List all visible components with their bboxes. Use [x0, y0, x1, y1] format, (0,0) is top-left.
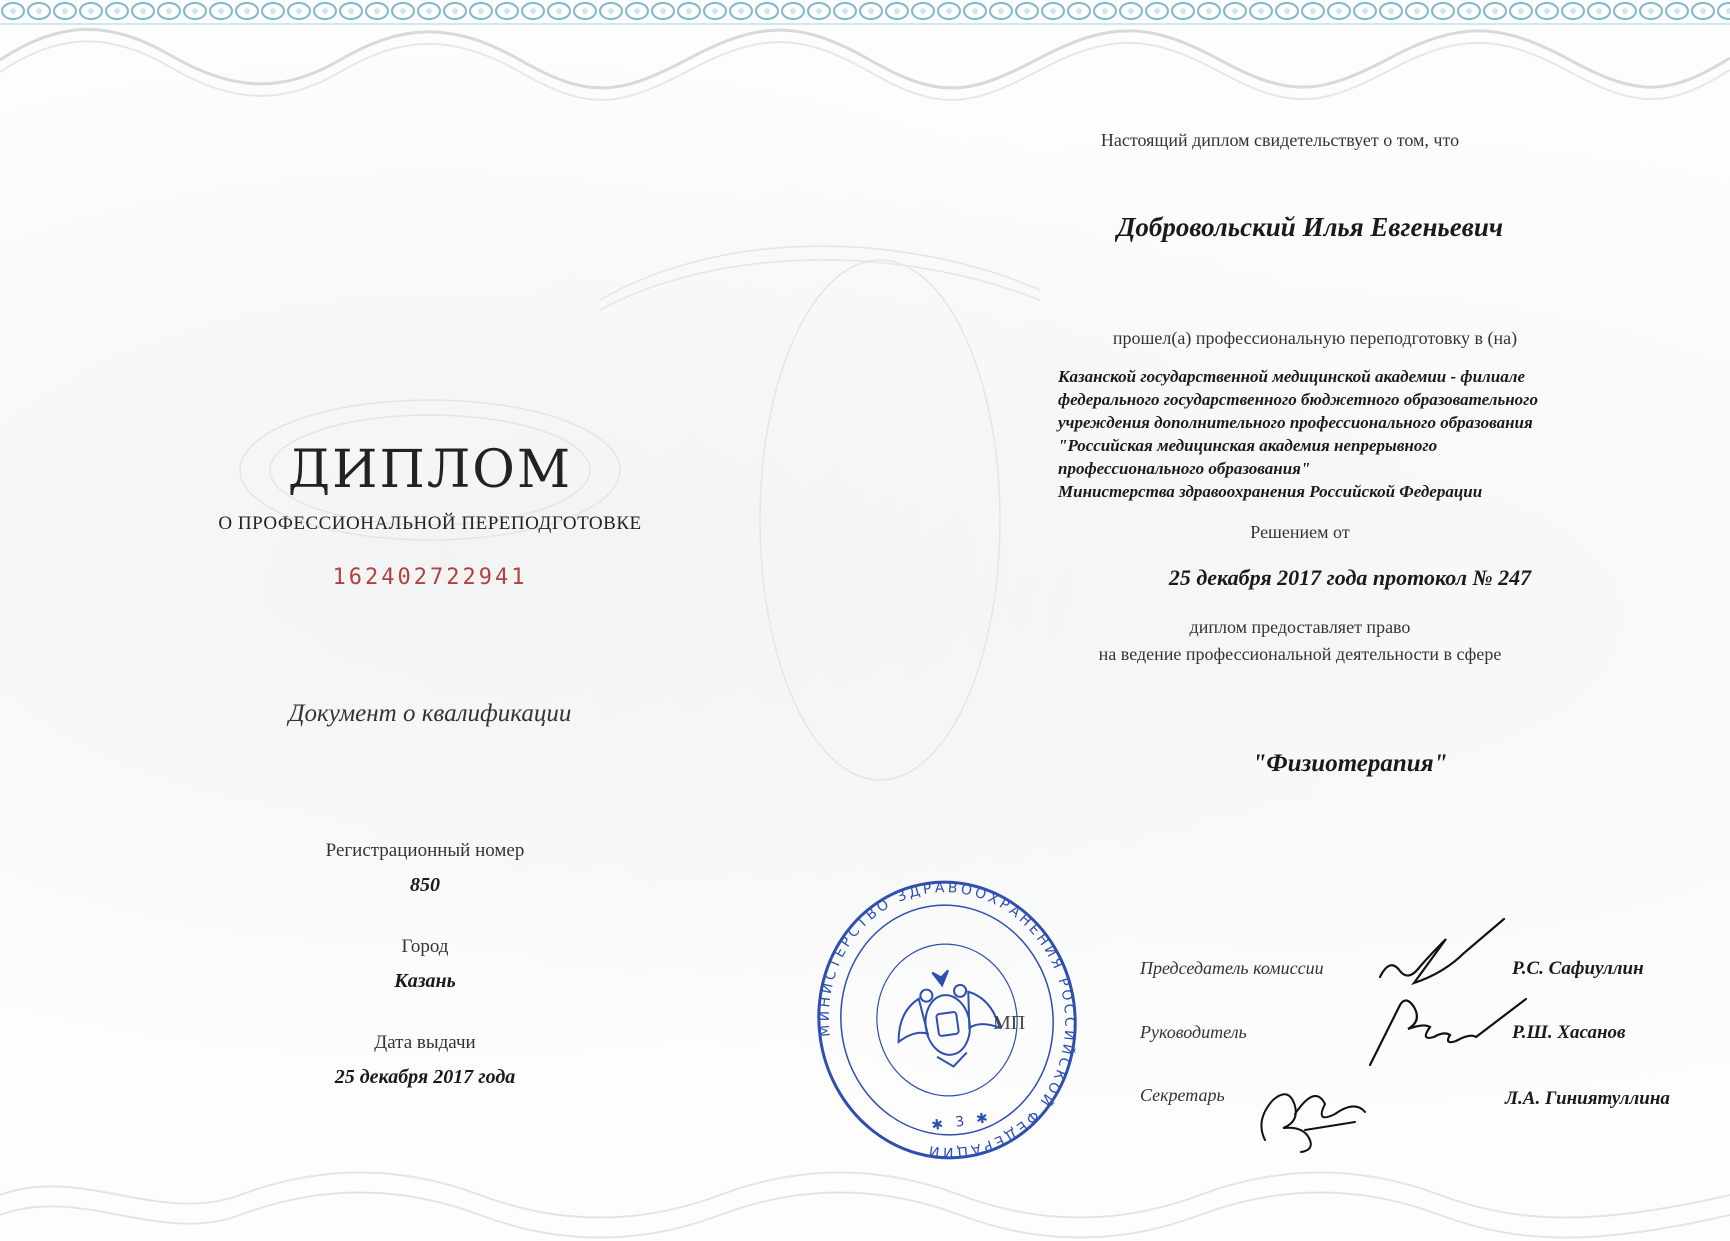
chair-label: Председатель комиссии — [1140, 958, 1324, 978]
intro-text: Настоящий диплом свидетельствует о том, что — [1100, 130, 1460, 150]
rights-line: на ведение профессиональной деятельности в сфере — [1098, 644, 1502, 664]
issue-date-value: 25 декабря 2017 года — [334, 1066, 516, 1088]
registration-number: 850 — [410, 874, 440, 896]
city-value: Казань — [394, 970, 456, 992]
head-signature — [1360, 985, 1540, 1075]
head-name: Р.Ш. Хасанов — [1512, 1022, 1626, 1043]
chair-signature — [1370, 915, 1520, 995]
passed-text: прошел(а) профессиональную переподготовку в (на) — [1112, 328, 1518, 348]
holder-name: Добровольский Илья Евгеньевич — [1116, 212, 1504, 242]
institution-line: Министерства здравоохранения Российской Федерации — [1058, 482, 1483, 501]
registration-label: Регистрационный номер — [325, 840, 525, 861]
institution-block — [1058, 365, 1678, 503]
chair-name: Р.С. Сафиуллин — [1512, 958, 1644, 979]
stamp-star-icon: ✱ — [930, 1116, 945, 1135]
issue-date-label: Дата выдачи — [374, 1032, 476, 1053]
head-label: Руководитель — [1140, 1022, 1247, 1042]
secretary-signature — [1245, 1070, 1375, 1160]
document-type: Документ о квалификации — [288, 700, 572, 727]
stamp-star-icon: ✱ — [975, 1110, 989, 1128]
diploma-title: ДИПЛОМ — [287, 440, 573, 500]
rights-line: диплом предоставляет право — [1189, 617, 1411, 637]
stamp-digit: 3 — [954, 1113, 966, 1131]
secretary-label: Секретарь — [1140, 1085, 1225, 1105]
decision-label: Решением от — [1250, 522, 1350, 542]
institution-line: профессионального образования" — [1058, 459, 1311, 478]
diploma-subtitle: О ПРОФЕССИОНАЛЬНОЙ ПЕРЕПОДГОТОВКЕ — [218, 513, 642, 534]
institution-line: федерального государственного бюджетного образовательного — [1058, 390, 1538, 409]
eagle-emblem-icon — [890, 964, 1004, 1073]
diploma-number: 162402722941 — [332, 565, 528, 590]
secretary-name: Л.А. Гиниятуллина — [1505, 1088, 1670, 1109]
institution-line: "Российская медицинская академия непрерывного — [1058, 436, 1438, 455]
stamp-text: МИНИСТЕРСТВО ЗДРАВООХРАНЕНИЯ РОССИЙСКОЙ ФЕДЕРАЦИИ — [816, 880, 1078, 1160]
institution-line: учреждения дополнительного профессионального образования — [1058, 413, 1533, 432]
city-label: Город — [401, 936, 449, 957]
institution-line: Казанской государственной медицинской академии - филиале — [1058, 367, 1525, 386]
specialty: "Физиотерапия" — [1252, 750, 1448, 777]
official-stamp — [812, 875, 1082, 1165]
rights-text — [980, 614, 1620, 668]
seal-placeholder-label: МП — [993, 1012, 1026, 1034]
decision-date: 25 декабря 2017 года протокол № 247 — [1168, 565, 1532, 590]
